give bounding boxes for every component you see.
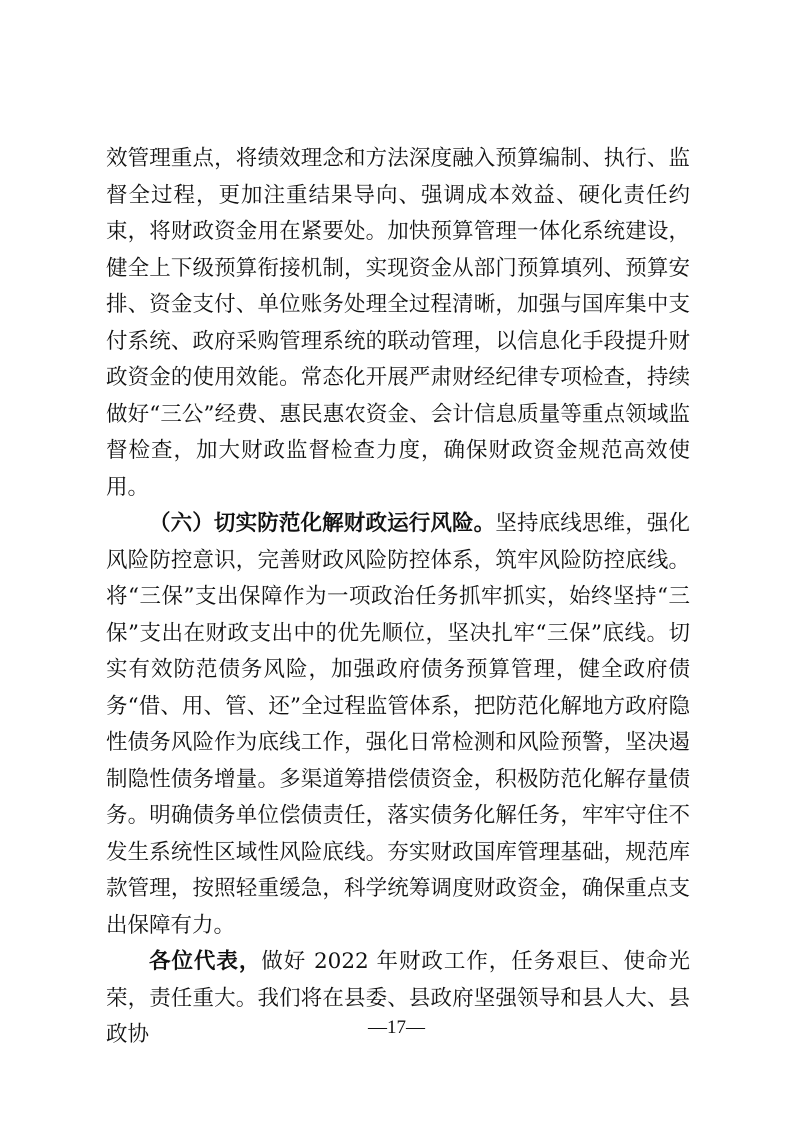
section-heading: （六）切实防范化解财政运行风险。	[149, 511, 496, 536]
body-text	[106, 141, 690, 1054]
paragraph-text: 做好 2022 年财政工作，任务艰巨、使命光荣，责任重大。我们将在县委、县政府坚强领导和县人大、县政协	[106, 949, 690, 1047]
paragraph-continuation	[106, 141, 690, 506]
paragraph-text: 效管理重点，将绩效理念和方法深度融入预算编制、执行、监督全过程，更加注重结果导向、强调成本效益、硬化责任约束，将财政资金用在紧要处。加快预算管理一体化系统建设，健全上下级预算衔接机制，实现资金从部门预算填列、预算安排、资金支付、单位账务处理全过程清晰，加强与国库集中支付系统、政府采购管理系统的联动管理，以信息化手段提升财政资金的使用效能。常态化开展严肃财经纪律专项检查，持续做好“三公”经费、惠民惠农资金、会计信息质量等重点领域监督检查，加大财政监督检查力度，确保财政资金规范高效使用。	[106, 146, 690, 500]
address-heading: 各位代表，	[149, 949, 262, 974]
paragraph-section-6	[106, 506, 690, 944]
paragraph-text: 坚持底线思维，强化风险防控意识，完善财政风险防控体系，筑牢风险防控底线。将“三保”支出保障作为一项政治任务抓牢抓实，始终坚持“三保”支出在财政支出中的优先顺位，坚决扎牢“三保”底线。切实有效防范债务风险，加强政府债务预算管理，健全政府债务“借、用、管、还”全过程监管体系，把防范化解地方政府隐性债务风险作为底线工作，强化日常检测和风险预警，坚决遏制隐性债务增量。多渠道筹措偿债资金，积极防范化解存量债务。明确债务单位偿债责任，落实债务化解任务，牢牢守住不发生系统性区域性风险底线。夯实财政国库管理基础，规范库款管理，按照轻重缓急，科学统筹调度财政资金，确保重点支出保障有力。	[106, 511, 690, 938]
page-number: —17—	[368, 1017, 425, 1038]
